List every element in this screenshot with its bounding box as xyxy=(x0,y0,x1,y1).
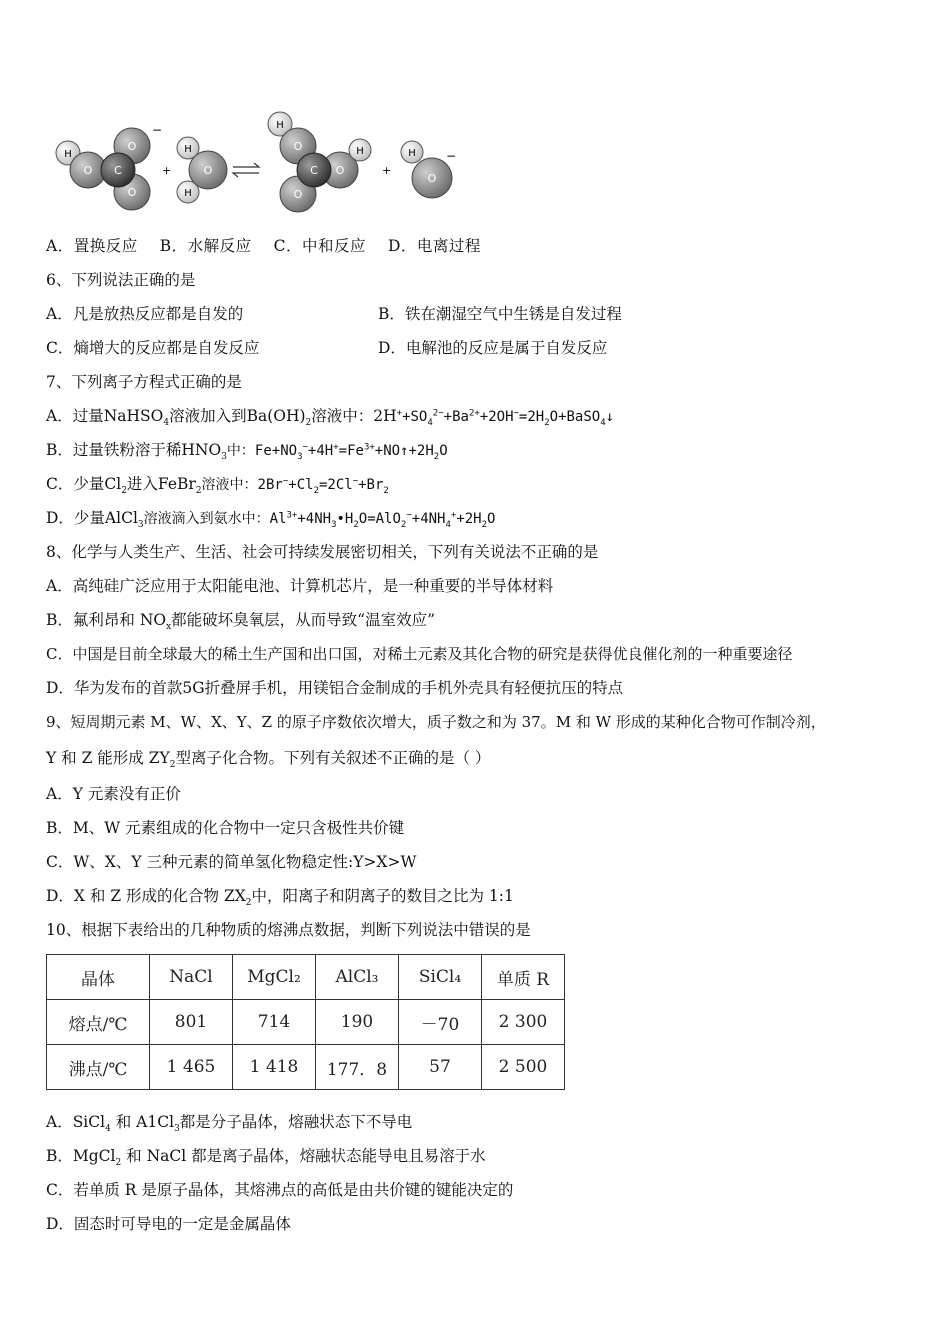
q5-options xyxy=(46,236,481,256)
table-header-row xyxy=(47,955,565,1000)
table-header-cell: MgCl₂ xyxy=(233,955,316,1000)
q7-stem: 7、下列离子方程式正确的是 xyxy=(46,373,242,391)
table-cell: 190 xyxy=(316,1000,399,1045)
q6-stem: 6、下列说法正确的是 xyxy=(46,271,196,289)
hydroxide-ion xyxy=(401,141,456,198)
svg-text:H: H xyxy=(184,144,192,155)
q5-option-a: A．置换反应 xyxy=(46,237,138,255)
table-row xyxy=(47,1000,565,1045)
q7-option-c: C．少量$Cl_2$进入FeBr$_2$溶液中：$2Br^-+Cl_2=2Cl^-+Br_2$ xyxy=(46,475,389,497)
svg-text:O: O xyxy=(203,164,213,177)
q6-option-b: B．铁在潮湿空气中生锈是自发过程 xyxy=(378,305,622,323)
table-cell: 57 xyxy=(399,1045,482,1090)
water-molecule xyxy=(177,137,227,203)
table-cell: 2 300 xyxy=(482,1000,565,1045)
q6-option-d: D．电解池的反应是属于自发反应 xyxy=(378,339,608,357)
table-cell: 1 465 xyxy=(150,1045,233,1090)
q6-row1 xyxy=(46,304,906,324)
q8-option-c: C．中国是目前全球最大的稀土生产国和出口国，对稀土元素及其化合物的研究是获得优良催化剂的一种重要途径 xyxy=(46,645,793,663)
svg-text:O: O xyxy=(427,172,437,185)
q5-option-c: C．中和反应 xyxy=(273,237,366,255)
reaction-molecule-diagram xyxy=(40,108,470,226)
q5-option-d: D．电离过程 xyxy=(387,237,481,255)
svg-text:−: − xyxy=(446,149,457,163)
q10-option-a: A．SiCl$_4$ 和 $A1Cl_3$都是分子晶体，熔融状态下不导电 xyxy=(46,1113,413,1135)
svg-text:O: O xyxy=(335,164,345,177)
q9-option-b: B．M、W 元素组成的化合物中一定只含极性共价键 xyxy=(46,819,405,837)
q6-option-c: C．熵增大的反应都是自发反应 xyxy=(46,339,260,357)
table-header-cell: SiCl₄ xyxy=(399,955,482,1000)
table-cell: 熔点/℃ xyxy=(47,1000,150,1045)
table-cell: 1 418 xyxy=(233,1045,316,1090)
q8-stem: 8、化学与人类生产、生活、社会可持续发展密切相关，下列有关说法不正确的是 xyxy=(46,543,599,561)
q10-option-c: C．若单质 R 是原子晶体，其熔沸点的高低是由共价键的键能决定的 xyxy=(46,1181,514,1199)
q8-option-d: D．华为发布的首款5G折叠屏手机，用镁铝合金制成的手机外壳具有轻便抗压的特点 xyxy=(46,679,624,697)
q6-row2 xyxy=(46,338,906,358)
svg-text:H: H xyxy=(356,146,364,157)
q6-option-a: A．凡是放热反应都是自发的 xyxy=(46,305,244,323)
svg-text:H: H xyxy=(184,188,192,199)
q10-option-b: B．MgCl$_2$ 和 NaCl 都是离子晶体，熔融状态能导电且易溶于水 xyxy=(46,1147,486,1169)
q7-option-d: D．少量AlCl$_3$溶液滴入到氨水中：$Al^{3+}+4NH_3•H_2O=AlO_2^-+4NH_4^++2H_2O$ xyxy=(46,509,496,531)
table-header-cell: 单质 R xyxy=(482,955,565,1000)
table-header-cell: AlCl₃ xyxy=(316,955,399,1000)
q10-option-d: D．固态时可导电的一定是金属晶体 xyxy=(46,1215,291,1233)
svg-text:O: O xyxy=(83,164,93,177)
svg-text:H: H xyxy=(64,149,72,160)
table-cell: 沸点/℃ xyxy=(47,1045,150,1090)
equilibrium-arrow xyxy=(233,163,259,177)
svg-text:O: O xyxy=(293,140,303,153)
svg-text:C: C xyxy=(114,164,122,177)
svg-text:O: O xyxy=(293,188,303,201)
table-header-cell: NaCl xyxy=(150,955,233,1000)
table-cell: 801 xyxy=(150,1000,233,1045)
q7-option-b: B．过量铁粉溶于稀$HNO_3$中：$Fe+NO_3^-+4H^+=Fe^{3+}+NO↑+2H_2O$ xyxy=(46,441,448,463)
svg-text:H: H xyxy=(408,148,416,159)
q9-option-d: D．X 和 Z 形成的化合物 $ZX_2$中，阳离子和阴离子的数目之比为 1:1 xyxy=(46,887,514,909)
bicarbonate-ion xyxy=(56,123,162,210)
q10-stem: 10、根据下表给出的几种物质的熔沸点数据，判断下列说法中错误的是 xyxy=(46,921,531,939)
melting-boiling-table xyxy=(46,954,565,1090)
q9-stem-line2: Y 和 Z 能形成 $ZY_2$型离子化合物。下列有关叙述不正确的是（ ） xyxy=(46,749,491,771)
svg-text:−: − xyxy=(152,123,163,137)
q9-option-c: C．W、X、Y 三种元素的简单氢化物稳定性:Y>X>W xyxy=(46,853,417,871)
table-cell: 177．8 xyxy=(316,1045,399,1090)
svg-text:H: H xyxy=(276,120,284,131)
svg-text:+: + xyxy=(382,164,392,177)
q8-option-a: A．高纯硅广泛应用于太阳能电池、计算机芯片，是一种重要的半导体材料 xyxy=(46,577,554,595)
svg-text:C: C xyxy=(310,164,318,177)
table-header-cell: 晶体 xyxy=(47,955,150,1000)
q7-option-a: A．过量NaHSO$_4$溶液加入到$Ba(OH)_2$溶液中：$2H^++SO_4^{2-}+Ba^{2+}+2OH^-=2H_2O+BaSO_4↓$ xyxy=(46,407,615,429)
q5-option-b: B．水解反应 xyxy=(159,237,252,255)
table-cell: 2 500 xyxy=(482,1045,565,1090)
table-cell: －70 xyxy=(399,1000,482,1045)
table-row xyxy=(47,1045,565,1090)
q9-option-a: A．Y 元素没有正价 xyxy=(46,785,181,803)
q9-stem-line1: 9、短周期元素 M、W、X、Y、Z 的原子序数依次增大，质子数之和为 37。M 和 W 形成的某种化合物可作制冷剂， xyxy=(46,713,826,731)
q8-option-b: B．氟利昂和 $NO_x$都能破坏臭氧层，从而导致“温室效应” xyxy=(46,611,436,633)
svg-text:+: + xyxy=(162,164,172,177)
table-cell: 714 xyxy=(233,1000,316,1045)
carbonic-acid-molecule xyxy=(268,112,371,212)
svg-text:O: O xyxy=(127,140,137,153)
svg-text:O: O xyxy=(127,186,137,199)
